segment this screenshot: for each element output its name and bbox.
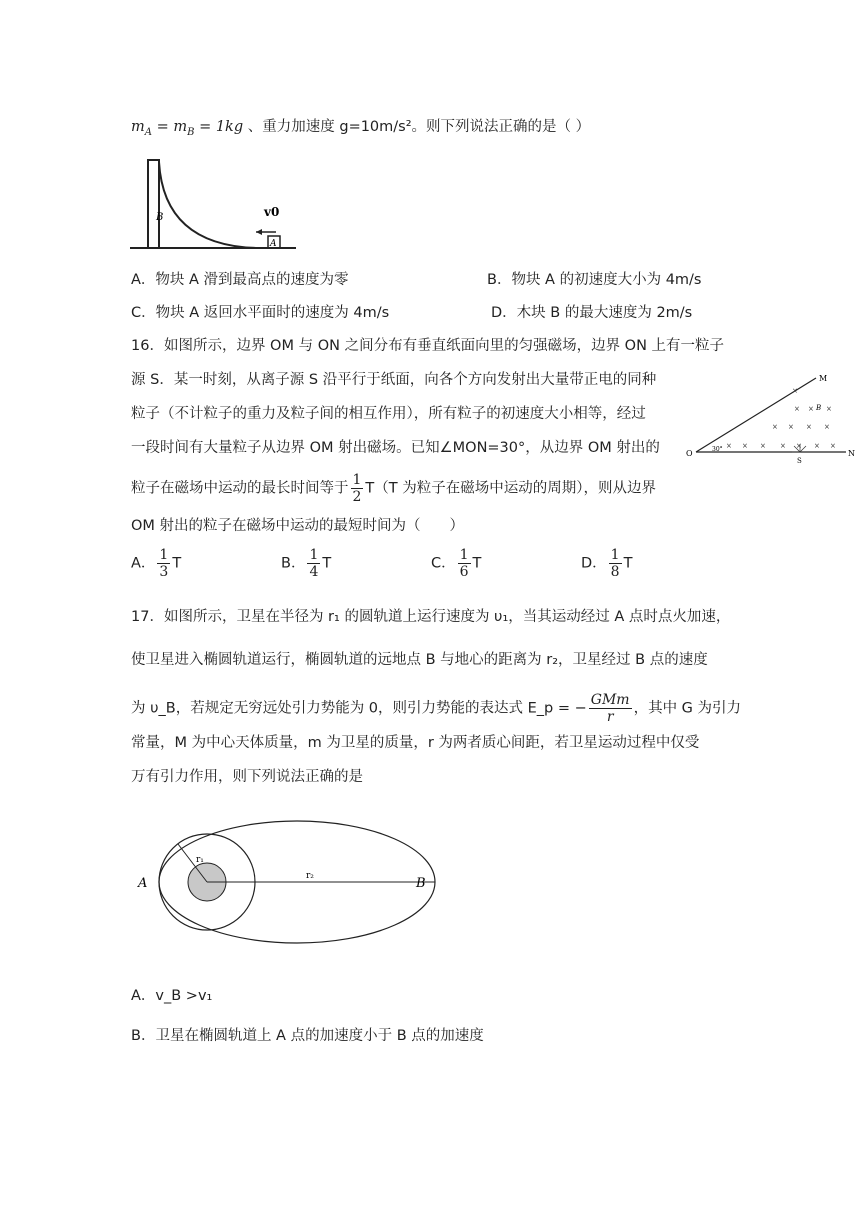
fig-label-v0: v0 bbox=[264, 205, 280, 219]
svg-text:×: × bbox=[824, 423, 830, 431]
q15-option-d: D．木块 B 的最大速度为 2m/s bbox=[491, 305, 693, 321]
fig-label-n: N bbox=[848, 449, 855, 458]
q17-orbit-figure bbox=[132, 820, 442, 950]
fig-label-m: M bbox=[819, 374, 828, 383]
q17-option-a: A．v_B >v₁ bbox=[131, 988, 213, 1004]
svg-text:×: × bbox=[788, 423, 794, 431]
fig-label-b: B bbox=[816, 404, 822, 412]
q16-option-d: D． $\frac{1}{8}$ T bbox=[581, 547, 633, 580]
q16-option-b: B． $\frac{1}{4}$ T bbox=[281, 547, 332, 580]
fig-label-b: B bbox=[416, 876, 426, 891]
q16-line-2: 源 S．某一时刻，从离子源 S 沿平行于纸面，向各个方向发射出大量带正电的同种 bbox=[131, 372, 657, 388]
q17-option-b: B．卫星在椭圆轨道上 A 点的加速度小于 B 点的加速度 bbox=[131, 1028, 484, 1044]
svg-text:×: × bbox=[760, 442, 766, 450]
mass-b-symbol: m bbox=[173, 119, 188, 135]
q16-line-4: 一段时间有大量粒子从边界 OM 射出磁场。已知∠MON=30°，从边界 OM 射出的 bbox=[131, 440, 660, 456]
fig-label-b: B bbox=[156, 212, 164, 223]
svg-text:×: × bbox=[826, 405, 832, 413]
potential-energy-fraction: $\frac{\text{GMm}}{r}$ bbox=[590, 692, 630, 725]
svg-text:×: × bbox=[726, 442, 732, 450]
mass-b-sub: B bbox=[187, 126, 195, 138]
fig-label-a: A bbox=[270, 239, 277, 249]
svg-text:×: × bbox=[814, 442, 820, 450]
q17-line-3: 为 υ_B，若规定无穷远处引力势能为 0，则引力势能的表达式 E_p = − $\frac{\text{GMm}}{r}$ ，其中 G 为引力 bbox=[131, 692, 742, 725]
q16-figure bbox=[684, 368, 856, 468]
svg-text:×: × bbox=[792, 387, 798, 395]
svg-text:×: × bbox=[830, 442, 836, 450]
svg-text:×: × bbox=[742, 442, 748, 450]
svg-text:×: × bbox=[806, 423, 812, 431]
fig-label-r1: r₁ bbox=[196, 855, 204, 865]
q15-stem-tail: 、重力加速度 g=10m/s²。则下列说法正确的是（ ） bbox=[247, 119, 591, 135]
svg-text:×: × bbox=[772, 423, 778, 431]
svg-text:×: × bbox=[796, 442, 802, 450]
q15-option-a: A．物块 A 滑到最高点的速度为零 bbox=[131, 272, 349, 288]
half-fraction: $\frac{1}{2}$ bbox=[352, 472, 362, 505]
fig-label-a: A bbox=[138, 876, 148, 891]
mass-a-sub: A bbox=[144, 126, 152, 138]
q15-option-c: C．物块 A 返回水平面时的速度为 4m/s bbox=[131, 305, 390, 321]
svg-text:×: × bbox=[808, 405, 814, 413]
fig-label-r2: r₂ bbox=[306, 871, 314, 881]
q16-line-5 bbox=[131, 472, 656, 505]
q16-line-5-pre: 粒子在磁场中运动的最长时间等于 bbox=[131, 480, 349, 497]
fig-label-o: O bbox=[686, 449, 693, 458]
q15-stem-line: $m_A = m_B = 1kg$ 、重力加速度 g=10m/s²。则下列说法正确的是（ ） bbox=[131, 119, 591, 138]
q17-line-4: 常量，M 为中心天体质量，m 为卫星的质量，r 为两者质心间距，若卫星运动过程中仅受 bbox=[131, 735, 700, 751]
q16-option-c: C． $\frac{1}{6}$ T bbox=[431, 547, 482, 580]
q15-option-b: B．物块 A 的初速度大小为 4m/s bbox=[487, 272, 702, 288]
fig-label-s: S bbox=[797, 457, 802, 465]
svg-text:×: × bbox=[780, 442, 786, 450]
q17-line-5: 万有引力作用，则下列说法正确的是 bbox=[131, 769, 363, 785]
q16-line-3: 粒子（不计粒子的重力及粒子间的相互作用），所有粒子的初速度大小相等，经过 bbox=[131, 406, 646, 422]
q16-line-1: 16．如图所示，边界 OM 与 ON 之间分布有垂直纸面向里的匀强磁场，边界 ON 上有一粒子 bbox=[131, 338, 725, 354]
q15-figure bbox=[128, 158, 300, 254]
mass-value: = 1kg bbox=[199, 119, 244, 135]
fig-label-angle: 30° bbox=[712, 446, 723, 453]
q17-line-1: 17．如图所示，卫星在半径为 r₁ 的圆轨道上运行速度为 υ₁，当其运动经过 A 点时点火加速， bbox=[131, 609, 731, 625]
q16-line-6: OM 射出的粒子在磁场中运动的最短时间为（ ） bbox=[131, 518, 465, 534]
q17-line-2: 使卫星进入椭圆轨道运行，椭圆轨道的远地点 B 与地心的距离为 r₂，卫星经过 B 点的速度 bbox=[131, 652, 708, 668]
q16-line-5-post: T（T 为粒子在磁场中运动的周期），则从边界 bbox=[365, 480, 656, 497]
mass-a-symbol: m bbox=[131, 119, 145, 135]
svg-text:×: × bbox=[794, 405, 800, 413]
q16-option-a: A． $\frac{1}{3}$ T bbox=[131, 547, 182, 580]
